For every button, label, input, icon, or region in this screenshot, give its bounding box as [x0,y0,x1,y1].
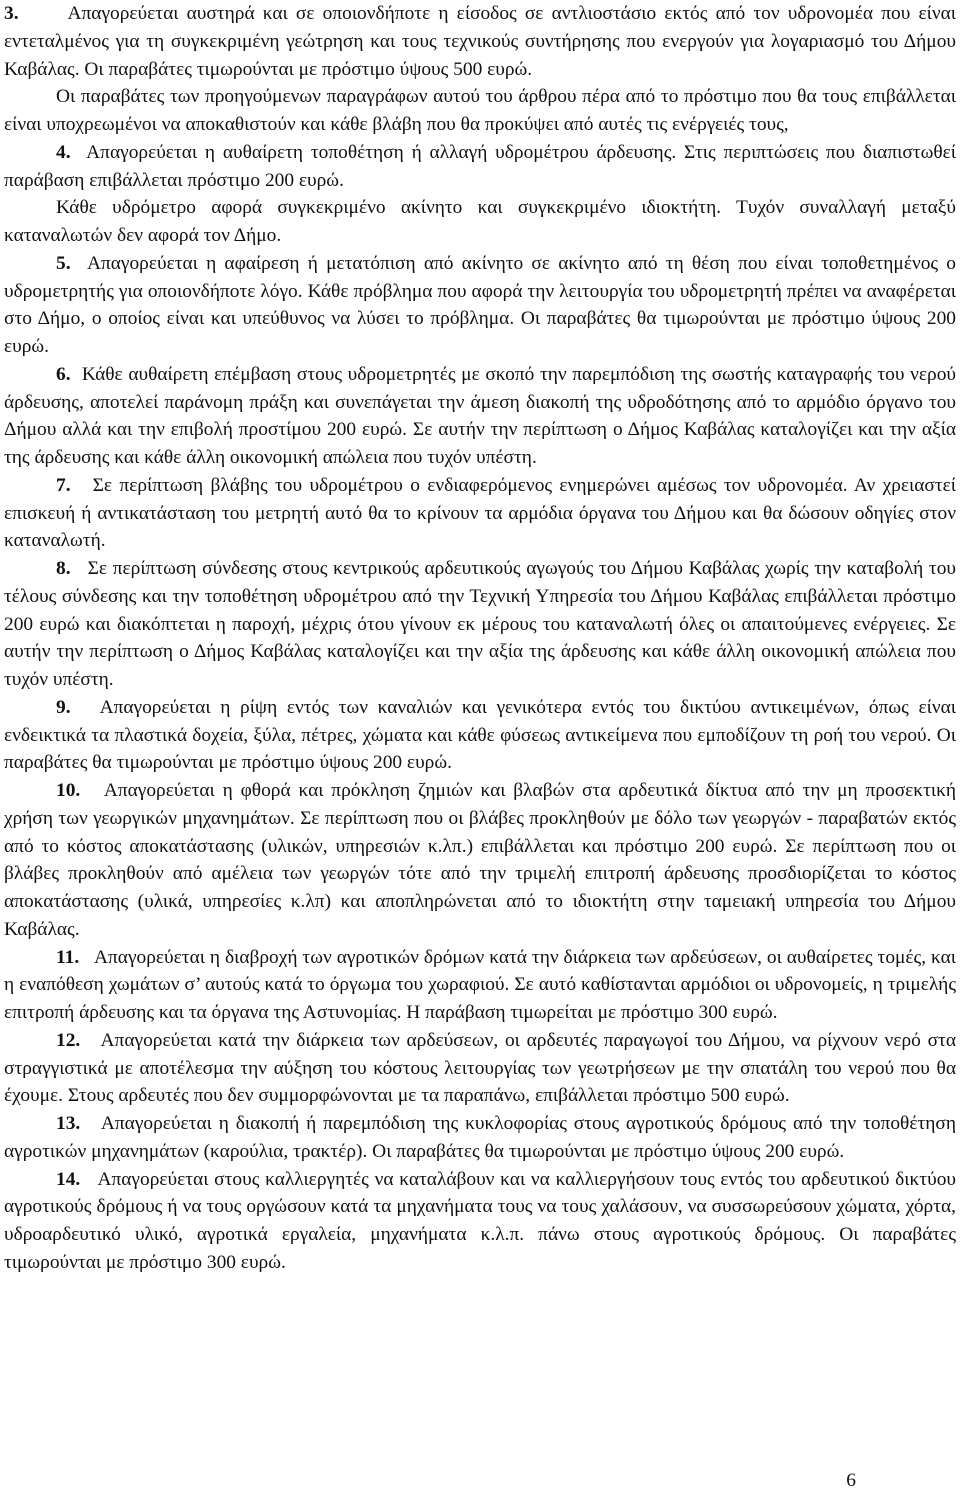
paragraph-8 [4,555,956,694]
paragraph-text: Σε περίπτωση βλάβης του υδρομέτρου ο ενδιαφερόμενος ενημερώνει αμέσως τον υδρονομέα. Αν χρειαστεί επισκευή ή αντικατάσταση του μετρητή αυτό θα το κρίνουν τα αρμόδια όργανα του Δήμου και θα δώσουν οδηγίες στον καταναλωτή. [4,474,957,552]
document-body [4,0,956,1277]
page-number: 6 [846,1470,856,1491]
paragraph-4-continuation [4,194,956,250]
paragraph-text: Απαγορεύεται η φθορά και πρόκληση ζημιών και βλαβών στα αρδευτικά δίκτυα από την μη προσεκτική χρήση των γεωργικών μηχανημάτων. Σε περίπτωση που οι βλάβες προκληθούν με δόλο των γεωργών - παραβατών εκτός από το κόστος αποκατάστασης (υλικών, υπηρεσιών κ.λπ.) επιβάλλεται και πρόστιμο 200 ευρώ. Σε περίπτωση που οι βλάβες προκληθούν από αμέλεια των γεωργών τότε από την τριμελή επιτροπή άρδευσης προσδιορίζεται το κόστος αποκατάστασης (υλικά, υπηρεσίες κ.λπ) και αποπληρώνεται από το ιδιοκτήτη στην ταμειακή υπηρεσία του Δήμου Καβάλας. [4,780,956,940]
paragraph-6 [4,361,956,472]
paragraph-number: 11. [56,946,80,968]
paragraph-text: Απαγορεύεται αυστηρά και σε οποιονδήποτε η είσοδος σε αντλιοστάσιο εκτός από τον υδρονομέα που είναι εντεταλμένος για τη συγκεκριμένη γεώτρηση και τους τεχνικούς συντήρησης που ενεργούν για λογαριασμό του Δήμου Καβάλας. Οι παραβάτες τιμωρούνται με πρόστιμο ύψους 500 ευρώ. [4,3,956,80]
paragraph-number: 4. [56,141,71,163]
paragraph-number: 7. [56,474,71,496]
paragraph-number: 13. [56,1113,81,1134]
paragraph-12 [4,1027,956,1110]
paragraph-10 [4,777,956,944]
paragraph-text: Απαγορεύεται στους καλλιεργητές να καταλάβουν και να καλλιεργήσουν τους εντός του αρδευτικού δικτύου αγροτικούς δρόμους ή να τους οργώσουν κατά τα μηχανήματα τους να τους χαλάσουν, να συσσωρεύσουν χώματα, χόρτα, υδροαρδευτικό υλικό, αγροτικά εργαλεία, μηχανήματα κ.λ.π. πάνω στους αγροτικούς δρόμους. Οι παραβάτες τιμωρούνται με πρόστιμο 300 ευρώ. [4,1168,956,1273]
paragraph-text: Απαγορεύεται η διαβροχή των αγροτικών δρόμων κατά την διάρκεια των αρδεύσεων, οι αυθαίρετες τομές, και η εναπόθεση χωμάτων σ’ αυτούς κατά το όργωμα του χωραφιού. Σε αυτό καθίστανται αρμόδιοι οι υδρονομείς, η τριμελής επιτροπή άρδευσης και τα όργανα της Αστυνομίας. Η παράβαση τιμωρείται με πρόστιμο 300 ευρώ. [4,946,957,1023]
paragraph-number: 12. [56,1029,81,1051]
paragraph-13 [4,1110,956,1166]
paragraph-text: Απαγορεύεται η αυθαίρετη τοποθέτηση ή αλλαγή υδρομέτρου άρδευσης. Στις περιπτώσεις που διαπιστωθεί παράβαση επιβάλλεται πρόστιμο 200 ευρώ. [4,141,956,191]
paragraph-text: Απαγορεύεται η ρίψη εντός των καναλιών και γενικότερα εντός του δικτύου αντικειμένων, όπως είναι ενδεικτικά τα πλαστικά δοχεία, ξύλα, πέτρες, χώματα και κάθε φύσεως αντικείμενα που εμποδίζουν τη ροή του νερού. Οι παραβάτες θα τιμωρούνται με πρόστιμο ύψους 200 ευρώ. [4,696,956,774]
paragraph-text: Απαγορεύεται η διακοπή ή παρεμπόδιση της κυκλοφορίας στους αγροτικούς δρόμους από την τοποθέτηση αγροτικών μηχανημάτων (καρούλια, τρακτέρ). Οι παραβάτες θα τιμωρούνται με πρόστιμο ύψους 200 ευρώ. [4,1113,957,1162]
paragraph-text: Σε περίπτωση σύνδεσης στους κεντρικούς αρδευτικούς αγωγούς του Δήμου Καβάλας χωρίς την καταβολή του τέλους σύνδεσης και την τοποθέτηση υδρομέτρου από την Τεχνική Υπηρεσία του Δήμου Καβάλας επιβάλλεται πρόστιμο 200 ευρώ και διακόπτεται η παροχή, μέχρις ότου γίνουν εκ μέρους του καταναλωτή όλες οι απαιτούμενες ενέργειες. Σε αυτήν την περίπτωση ο Δήμος Καβάλας καταλογίζει και την αξία της άρδευσης και κάθε άλλη οικονομική απώλεια που τυχόν υπέστη. [4,558,957,690]
paragraph-3-continuation [4,83,956,139]
paragraph-number: 6. [56,363,71,385]
paragraph-number: 8. [56,558,71,579]
paragraph-text: Κάθε υδρόμετρο αφορά συγκεκριμένο ακίνητο και συγκεκριμένο ιδιοκτήτη. Τυχόν συναλλαγή μεταξύ καταναλωτών δεν αφορά τον Δήμο. [4,197,956,246]
paragraph-4 [4,139,956,195]
paragraph-number: 14. [56,1168,81,1190]
paragraph-number: 5. [56,252,71,274]
paragraph-11 [4,944,956,1027]
paragraph-5 [4,250,956,361]
paragraph-7 [4,472,956,555]
paragraph-text: Απαγορεύεται κατά την διάρκεια των αρδεύσεων, οι αρδευτές παραγωγοί του Δήμου, να ρίχνουν νερό στα στραγγιστικά με αποτέλεσμα την αύξηση του κόστους λειτουργίας των γεωτρήσεων με την σπατάλη του νερού που θα έχουμε. Στους αρδευτές που δεν συμμορφώνονται με τα παραπάνω, επιβάλλεται πρόστιμο 500 ευρώ. [4,1029,957,1107]
paragraph-number: 10. [56,780,81,801]
paragraph-number: 9. [56,696,71,718]
paragraph-number: 3. [4,3,19,24]
paragraph-text: Οι παραβάτες των προηγούμενων παραγράφων αυτού του άρθρου πέρα από το πρόστιμο που θα τους επιβάλλεται είναι υποχρεωμένοι να αποκαθιστούν και κάθε βλάβη που θα προκύψει από αυτές τις ενέργειές τους, [4,86,956,135]
paragraph-3 [4,0,956,83]
paragraph-9 [4,694,956,777]
paragraph-14 [4,1166,956,1277]
paragraph-text: Απαγορεύεται η αφαίρεση ή μετατόπιση από ακίνητο σε ακίνητο από τη θέση που είναι τοποθετημένος ο υδρομετρητής για οποιονδήποτε λόγο. Κάθε πρόβλημα που αφορά την λειτουργία του υδρομετρητή πρέπει να αναφέρεται στο Δήμο, ο οποίος είναι και υπεύθυνος να λύσει το πρόβλημα. Οι παραβάτες θα τιμωρούνται με πρόστιμο ύψους 200 ευρώ. [4,252,956,357]
paragraph-text: Κάθε αυθαίρετη επέμβαση στους υδρομετρητές με σκοπό την παρεμπόδιση της σωστής καταγραφής του νερού άρδευσης, αποτελεί παράνομη πράξη και συνεπάγεται την άμεση διακοπή της υδροδότησης από το αρμόδιο όργανο του Δήμου αλλά και την επιβολή προστίμου 200 ευρώ. Σε αυτήν την περίπτωση ο Δήμος Καβάλας καταλογίζει και την αξία της άρδευσης και κάθε άλλη οικονομική απώλεια που τυχόν υπέστη. [4,363,956,468]
